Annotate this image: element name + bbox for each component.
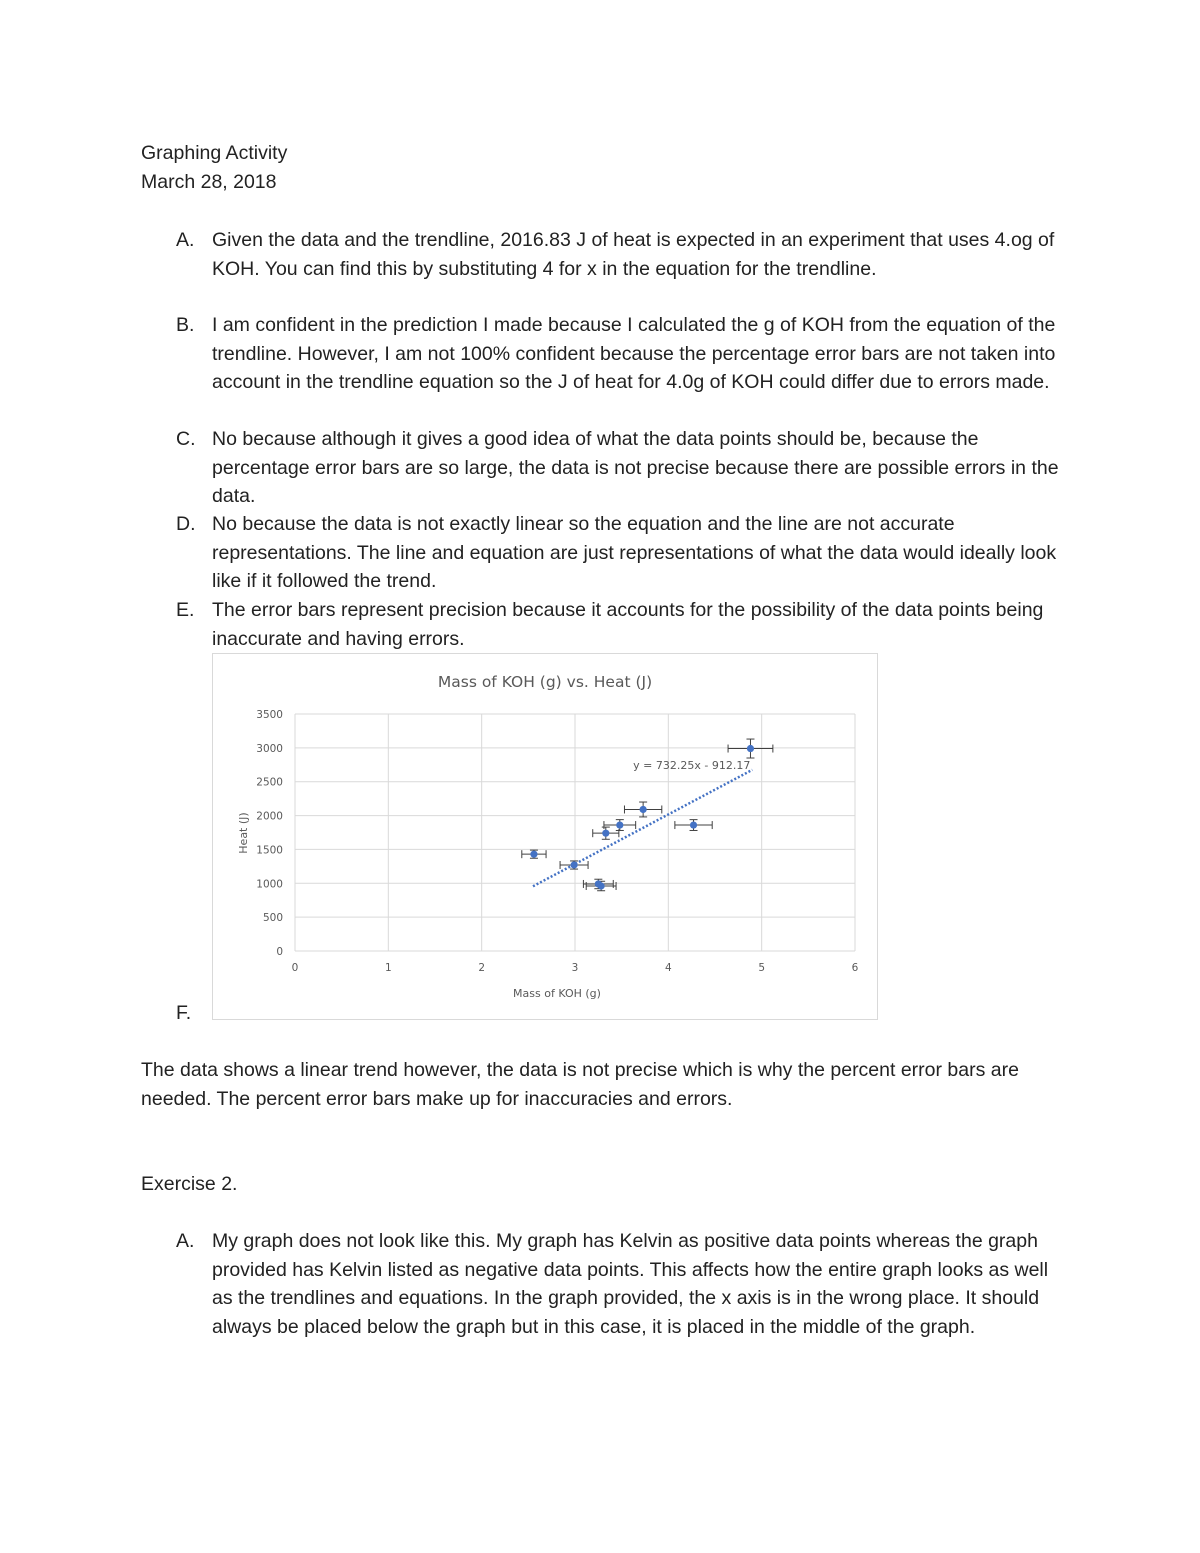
list-item-text: Given the data and the trendline, 2016.83 J of heat is expected in an experiment that uses 4.og of KOH. You can find this by substituting 4 for x in the equation for the trendline. [212, 229, 1055, 280]
list-marker: B. [176, 314, 195, 336]
scatter-chart [213, 654, 879, 1021]
data-point [690, 821, 697, 828]
x-tick-label: 0 [291, 962, 299, 974]
data-point [616, 821, 623, 828]
chart-title: Mass of KOH (g) vs. Heat (J) [437, 673, 653, 691]
list-marker: D. [176, 513, 196, 535]
y-tick-label: 2500 [256, 776, 283, 789]
data-point [598, 882, 605, 889]
x-tick-label: 1 [384, 962, 392, 974]
data-point [640, 806, 647, 813]
y-tick-label: 500 [262, 912, 283, 925]
list-item-text: I am confident in the prediction I made because I calculated the g of KOH from the equation of the trendline. However, I am not 100% confident because the percentage error bars are not taken into account in the trendline equation so the J of heat for 4.0g of KOH could differ due to errors made. [212, 314, 1056, 394]
document-title: Graphing Activity [141, 142, 288, 164]
list-item-text: No because the data is not exactly linear so the equation and the line are not accurate representations. The line and equation are just representations of what the data would ideally look like if it followed the trend. [212, 513, 1057, 593]
y-tick-label: 0 [276, 946, 283, 958]
chart-frame [212, 653, 878, 1020]
list-item-text: No because although it gives a good idea of what the data points should be, because the percentage error bars are so large, the data is not precise because there are possible errors in the data. [212, 428, 1059, 508]
list-marker: F. [176, 1002, 192, 1024]
list-item-text: The error bars represent precision because it accounts for the possibility of the data points being inaccurate and having errors. [212, 599, 1044, 650]
y-tick-label: 3000 [256, 742, 283, 755]
conclusion-paragraph: The data shows a linear trend however, the data is not precise which is why the percent error bars are needed. The percent error bars make up for inaccuracies and errors. [141, 1059, 1019, 1110]
x-tick-label: 4 [664, 962, 672, 974]
x-tick-label: 2 [478, 962, 486, 974]
trendline-equation: y = 732.25x - 912.17 [633, 758, 751, 772]
list-marker: A. [176, 229, 195, 251]
data-point [570, 861, 577, 868]
list-marker: A. [176, 1230, 195, 1252]
data-point [747, 745, 754, 752]
data-point [530, 851, 537, 858]
list-item-text: My graph does not look like this. My graph has Kelvin as positive data points whereas the graph provided has Kelvin listed as negative data points. This affects how the entire graph looks as well as the trendlines and equations. In the graph provided, the x axis is in the wrong place. It should always be placed below the graph but in this case, it is placed in the middle of the graph. [212, 1230, 1049, 1338]
data-point [602, 830, 609, 837]
y-tick-label: 1500 [256, 844, 283, 857]
x-tick-label: 5 [758, 962, 766, 974]
list-marker: E. [176, 599, 195, 621]
y-tick-label: 3500 [256, 709, 283, 721]
y-tick-label: 2000 [256, 810, 283, 823]
document-date: March 28, 2018 [141, 171, 277, 193]
x-tick-label: 6 [851, 962, 859, 974]
y-tick-label: 1000 [256, 878, 283, 891]
y-axis-label: Heat (J) [237, 812, 250, 854]
x-axis-label: Mass of KOH (g) [513, 987, 601, 1000]
x-tick-label: 3 [571, 962, 579, 974]
exercise-heading: Exercise 2. [141, 1173, 238, 1195]
trendline [533, 770, 752, 887]
list-marker: C. [176, 428, 196, 450]
